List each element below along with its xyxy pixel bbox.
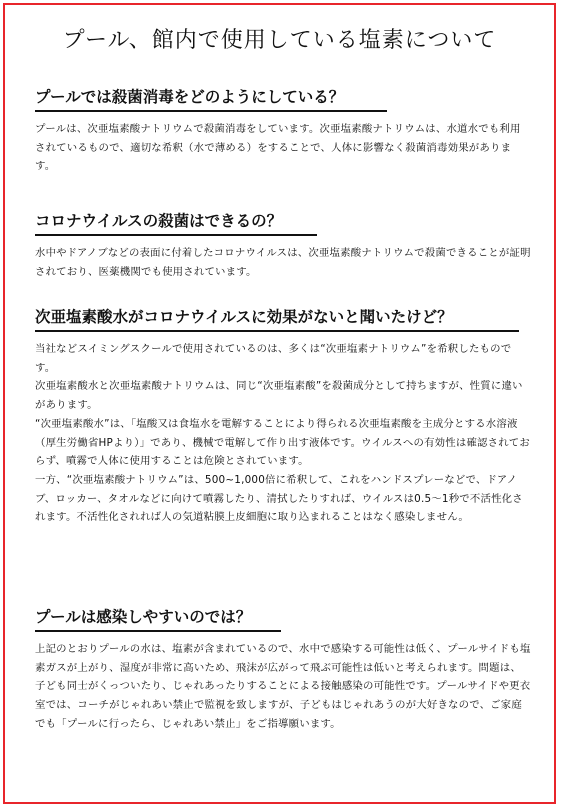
section-body xyxy=(35,640,531,734)
section-body xyxy=(35,340,531,527)
paragraph: 上記のとおりプールの水は、塩素が含まれているので、水中で感染する可能性は低く、プールサイドも塩素ガスが上がり、湿度が非常に高いため、飛沫が広がって飛ぶ可能性は低いと考えられます。問題は、子ども同士がくっついたり、じゃれあったりすることによる接触感染の可能性です。プールサイドや更衣室では、コーチがじゃれあい禁止で監視を致しますが、子どもはじゃれあうのが大好きなので、ご家庭でも「プールに行ったら、じゃれあい禁止」をご指導願います。 xyxy=(35,643,531,730)
section-heading: プールは感染しやすいのでは？ xyxy=(35,605,281,632)
paragraph: 次亜塩素酸水と次亜塩素酸ナトリウムは、同じ“次亜塩素酸”を殺菌成分として持ちますが、性質に違いがあります。 xyxy=(35,380,523,412)
section-corona-sterilization xyxy=(35,209,531,281)
section-hypochlorous-water xyxy=(35,305,531,527)
paragraph: 一方、“次亜塩素酸ナトリウム”は、500~1,000倍に希釈して、これをハンドスプレーなどで、ドアノブ、ロッカー、タオルなどに向けて噴霧したり、清拭したりすれば、ウイルスは0.5～1秒で不活性化されます。不活性化されれば人の気道粘膜上皮細胞に取り込まれることはなく感染しません。 xyxy=(35,473,523,524)
document-frame xyxy=(3,3,556,804)
section-heading: プールでは殺菌消毒をどのようにしている？ xyxy=(35,85,387,112)
paragraph: 水中やドアノブなどの表面に付着したコロナウイルスは、次亜塩素酸ナトリウムで殺菌できることが証明されており、医薬機関でも使用されています。 xyxy=(35,247,531,278)
paragraph: “次亜塩素酸水”は、「塩酸又は食塩水を電解することにより得られる次亜塩素酸を主成分とする水溶液（厚生労働省HPより）」であり、機械で電解して作り出す液体です。ウイルスへの有効性は確認されておらず、噴霧で人体に使用することは危険とされています。 xyxy=(35,417,530,468)
section-disinfection xyxy=(35,85,531,176)
section-body xyxy=(35,244,531,281)
section-pool-infection xyxy=(35,605,531,734)
paragraph: プールは、次亜塩素酸ナトリウムで殺菌消毒をしています。次亜塩素酸ナトリウムは、水道水でも利用されているもので、適切な希釈（水で薄める）をすることで、人体に影響なく殺菌消毒効果があります。 xyxy=(35,123,521,173)
paragraph: 当社などスイミングスクールで使用されているのは、多くは“次亜塩素ナトリウム”を希釈したものです。 xyxy=(35,343,512,374)
section-heading: 次亜塩素酸水がコロナウイルスに効果がないと聞いたけど？ xyxy=(35,305,519,332)
page-title: プール、館内で使用している塩素について xyxy=(62,28,497,53)
section-body xyxy=(35,120,531,176)
section-heading: コロナウイルスの殺菌はできるの？ xyxy=(35,209,317,236)
